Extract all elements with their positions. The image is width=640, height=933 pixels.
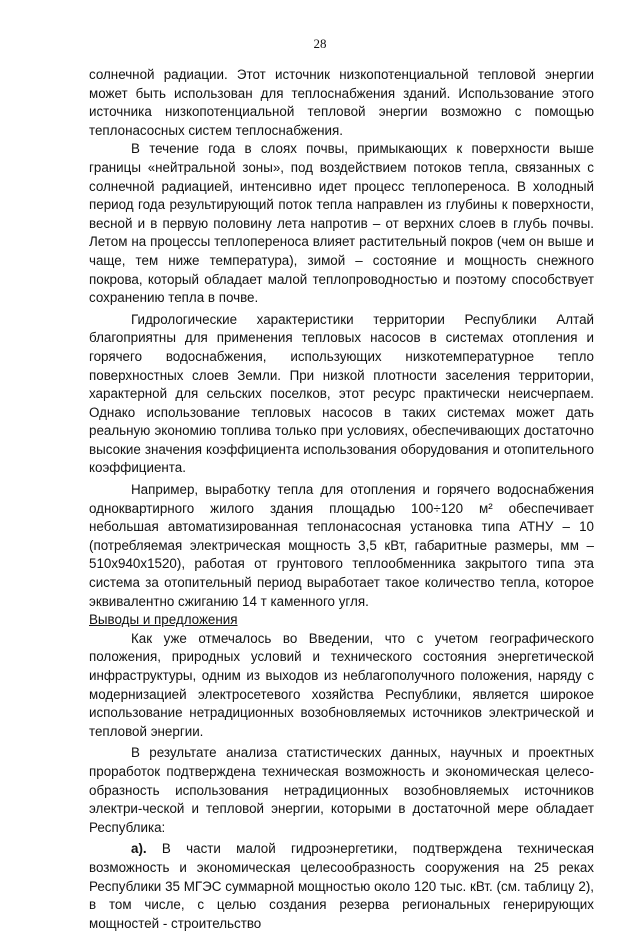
paragraph-introduction-reference: Как уже отмечалось во Введении, что с учетом географического положения, природных условий и технического состояния энергетической инфраструктуры, одним из выходов из неблагополучного положения, наряду с модернизацией электросетевого хозяйства Республики, является широкое использование нетрадиционных возобновляемых источников электрической и тепловой энергии. [89,630,594,739]
paragraph-analysis-results: В результате анализа статистических данных, научных и проектных проработок подтверждена техническая возможность и экономическая целесо-образность использования нетрадиционных возобновляемых источников электри-ческой и тепловой энергии, которыми в достаточной мере обладает Республика: [89,745,594,835]
paragraph-hydrological-characteristics: Гидрологические характеристики территории Республики Алтай благоприятны для применения тепловых насосов в системах отопления и горячего водоснабжения, использующих низкотемпературное тепло поверхностных слоев Земли. При низкой плотности заселения территории, характерной для сельских поселков, этот ресурс практически неисчерпаем. Однако использование тепловых насосов в таких системах может дать реальную экономию топлива только при условиях, обеспечивающих достаточно высокие значения коэффициента использования оборудования и отопительного коэффициента. [89,311,594,476]
item-a-label: а). [131,841,147,857]
paragraph-item-a [89,840,594,933]
document-body [89,66,594,933]
item-a-text: В части малой гидроэнергетики, подтверждена техническая возможность и экономическая целесообразность сооружения на 25 реках Республики 35 МГЭС суммарной мощностью около 120 тыс. кВт. (см. таблицу 2), в том числе, с целью создания резерва региональных генерирующих мощностей - строительство [89,841,594,931]
paragraph-heat-pump-example: Например, выработку тепла для отопления и горячего водоснабжения одноквартирного жилого здания площадью 100÷120 м² обеспечивает небольшая автоматизированная теплонасосная установка типа АТНУ – 10 (потребляемая электрическая мощность 3,5 кВт, габаритные размеры, мм – 510х940х1520), работая от грунтового теплообменника закрытого типа эта система за отопительный период выработает такое количество тепла, которое эквивалентно сжиганию 14 т каменного угля. [89,482,594,609]
paragraph-soil-heat-transfer: В течение года в слоях почвы, примыкающих к поверхности выше границы «нейтральной зоны», под воздействием потоков тепла, связанных с солнечной радиацией, интенсивно идет процесс теплопереноса. В холодный период года результирующий поток тепла направлен из глубины к поверхности, весной и в первую половину лета напротив – от верхних слоев в глубь почвы. Летом на процессы теплопереноса влияет растительный покров (чем он выше и чаще, тем ниже температура), зимой – состояние и мощность снежного покрова, который обладает малой теплопроводностью и поэтому способствует сохранению тепла в почве. [89,141,594,306]
section-heading-conclusions: Выводы и предложения [89,612,238,628]
page-number: 28 [313,36,327,51]
paragraph-solar-radiation: солнечной радиации. Этот источник низкопотенциальной тепловой энергии может быть использован для теплоснабжения зданий. Использование этого источника низкопотенциальной тепловой энергии возможно с помощью теплонасосных систем теплоснабжения. [89,67,594,138]
